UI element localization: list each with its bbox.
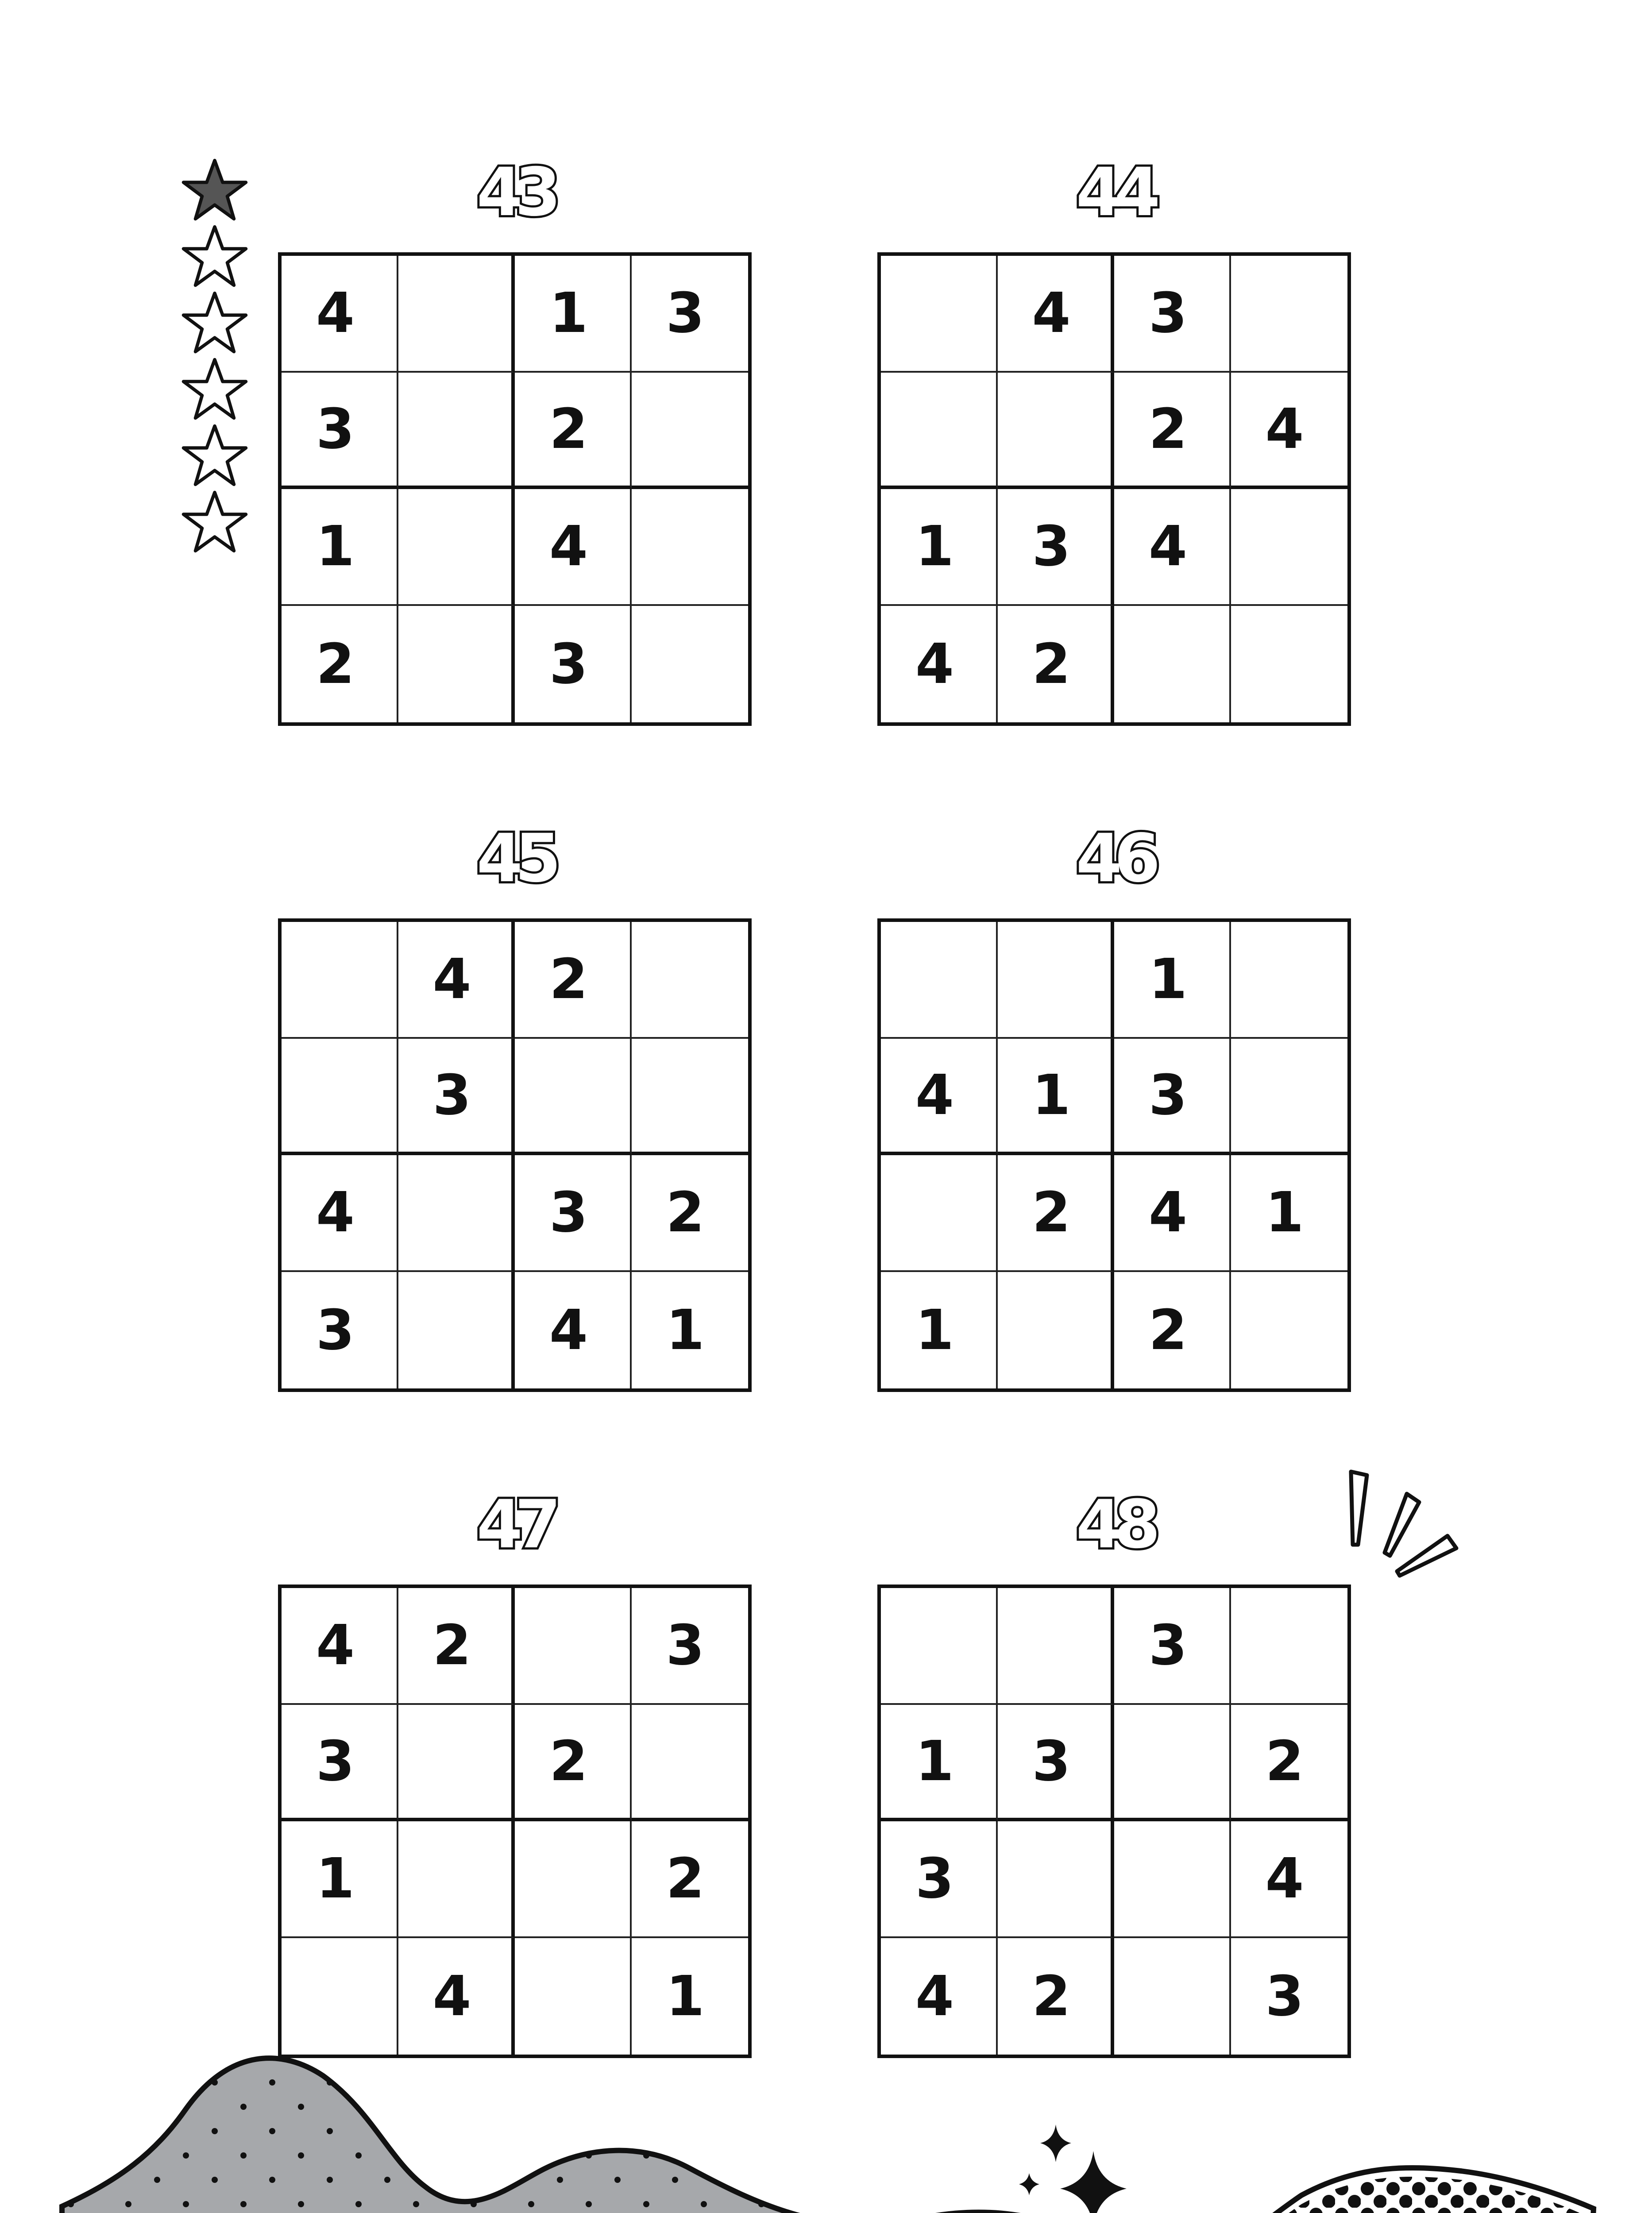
- sparkle-icon: [1019, 2124, 1127, 2213]
- grid-cell: 2: [282, 606, 398, 723]
- grid-cell: 3: [1114, 256, 1231, 373]
- grid-cell: 2: [1114, 1272, 1231, 1389]
- grid-cell: 4: [515, 1272, 632, 1389]
- grid-cell: 3: [1114, 1588, 1231, 1705]
- grid-cell: 4: [282, 256, 398, 373]
- grid-cell: 2: [998, 1938, 1115, 2055]
- grid-cell: 3: [282, 1705, 398, 1822]
- grid-cell: 4: [398, 1938, 515, 2055]
- puzzle-number: 46: [1076, 820, 1153, 897]
- grid-cell: 1: [666, 1298, 705, 1362]
- grid-cell: 1: [515, 256, 632, 373]
- grid-cell: 3: [282, 1272, 398, 1389]
- grid-cell: 2: [1231, 1705, 1348, 1822]
- grid-cell: 2: [998, 1155, 1115, 1272]
- grid-cell: 2: [515, 922, 632, 1039]
- grid-cell: 4: [881, 1938, 998, 2055]
- grid-cell: 4: [998, 256, 1115, 373]
- grid-cell: 4: [282, 1155, 398, 1272]
- grid-cell: 4: [1231, 373, 1348, 490]
- grid-cell: 1: [282, 489, 398, 606]
- grid-cell: 2: [632, 1155, 749, 1272]
- grid-cell: 4: [881, 1039, 998, 1156]
- grid-cell: 4: [1114, 1155, 1231, 1272]
- puzzle-number: 45: [476, 820, 553, 897]
- grid-cell: 2: [632, 1821, 749, 1938]
- grid-cell: 2: [515, 373, 632, 490]
- grid-cell: 1: [1231, 1155, 1348, 1272]
- grid-cell: 4: [515, 489, 632, 606]
- puzzle-number: 48: [1076, 1486, 1153, 1563]
- grid-cell: 4: [398, 922, 515, 1039]
- grid-cell: 2: [1114, 373, 1231, 490]
- burst-lines-icon: [1351, 1472, 1456, 1576]
- grid-cell: 3: [515, 606, 632, 723]
- grid-cell: 1: [666, 1964, 705, 2028]
- grid-cell: 4: [1114, 489, 1231, 606]
- grid-cell: 1: [1114, 922, 1231, 1039]
- grid-cell: 1: [881, 489, 998, 606]
- grid-cell: 1: [282, 1821, 398, 1938]
- grid-cell: 3: [1114, 1039, 1231, 1156]
- grid-cell: 3: [398, 1039, 515, 1156]
- grid-cell: 3: [1265, 1964, 1304, 2028]
- grid-cell: 4: [881, 606, 998, 723]
- puzzle-number: 47: [476, 1486, 553, 1563]
- grid-cell: 4: [282, 1588, 398, 1705]
- grid-cell: 3: [998, 489, 1115, 606]
- grid-cell: 3: [515, 1155, 632, 1272]
- grid-cell: 2: [998, 606, 1115, 723]
- grid-cell: 2: [398, 1588, 515, 1705]
- grid-cell: 3: [881, 1821, 998, 1938]
- grid-cell: 4: [1231, 1821, 1348, 1938]
- grid-cell: 3: [632, 1588, 749, 1705]
- grid-cell: 3: [282, 373, 398, 490]
- grid-cell: 1: [998, 1039, 1115, 1156]
- grid-cell: 1: [881, 1272, 998, 1389]
- puzzle-number: 44: [1076, 154, 1153, 231]
- grid-cell: 1: [881, 1705, 998, 1822]
- grid-cell: 2: [515, 1705, 632, 1822]
- puzzle-number: 43: [476, 154, 553, 231]
- grid-cell: 3: [632, 256, 749, 373]
- grid-cell: 3: [998, 1705, 1115, 1822]
